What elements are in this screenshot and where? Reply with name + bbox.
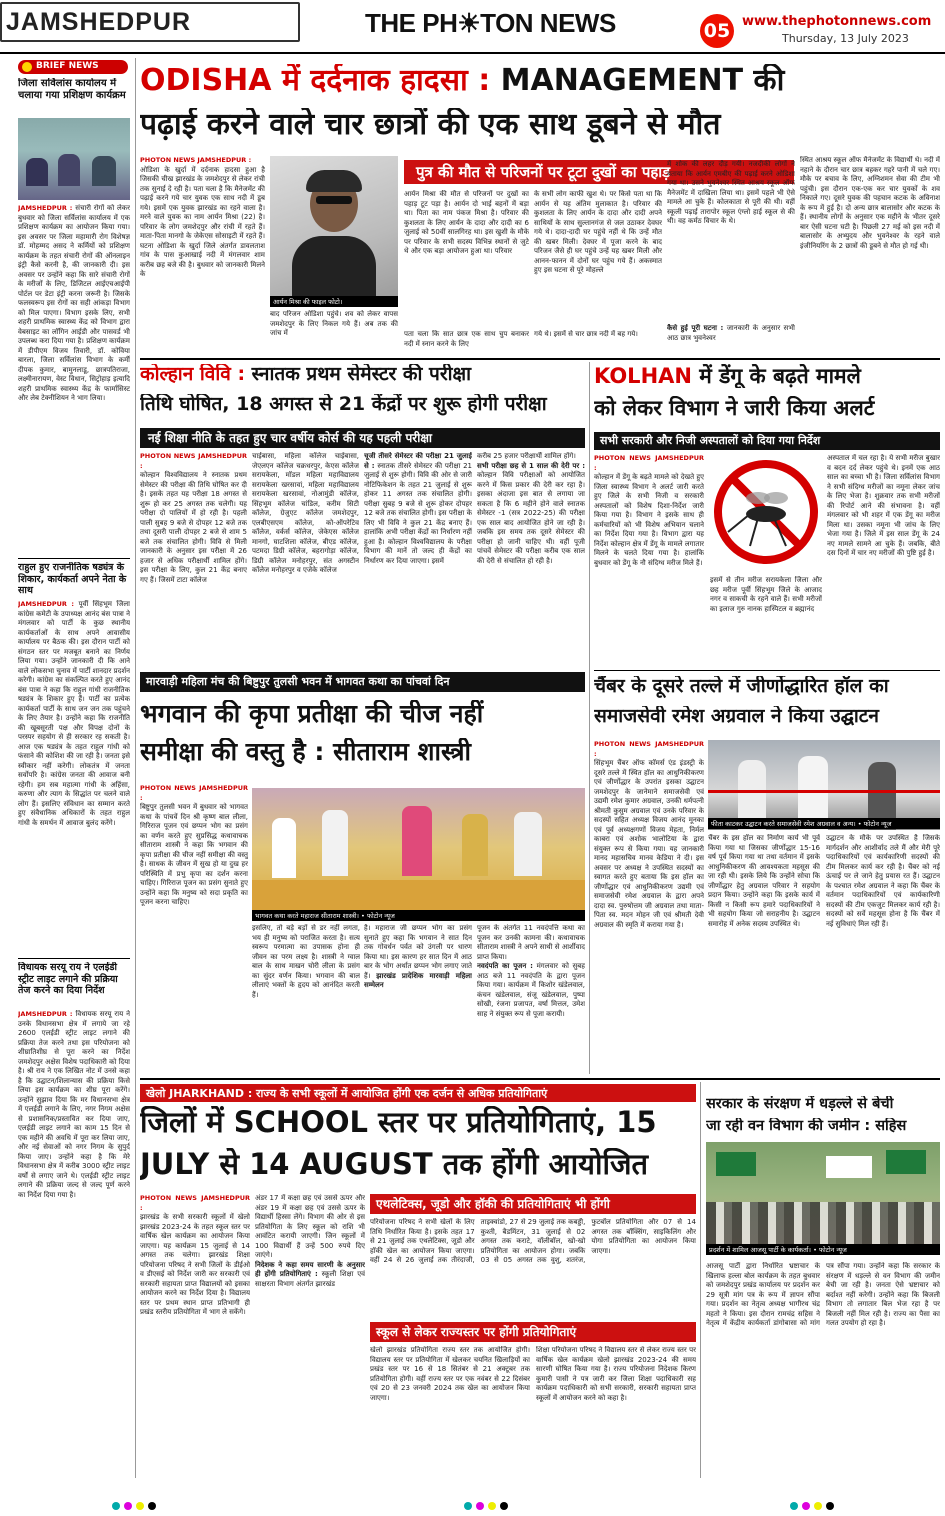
sports-subhead2: स्कूल से लेकर राज्यस्तर पर होंगी प्रतियोगिताएं (370, 1322, 696, 1342)
brief-item2-dateline: JAMSHEDPUR : (18, 600, 75, 608)
kolhan-col1-text: कोल्हान विश्वविद्यालय ने स्नातक प्रथम सेमेस्टर की परीक्षा की तिथि घोषित कर दी है। इसके तहत यह परीक्षा 18 अगस्त से शुरू हो कर 25 अगस्त तक चलेगी। यह परीक्षा दो पालियों में हो रही है। पहली पाली सुबह 9 बजे से दोपहर 12 बजे तक तथा दूसरी पाली दोपहर 2 बजे से शाम 5 बजे तक संचालित होगी। विवि से मिली जानकारी के अनुसार इस परीक्षा में 26 हजार से अधिक परीक्षार्थी शामिल होंगे। इस परीक्षा के लिए, कुल 21 केंद्र बनाए गए हैं। जिसमें टाटा कॉलेज (140, 471, 247, 584)
lead-headline-line2: पढ़ाई करने वाले चार छात्रों की एक साथ डूबने से मौत (140, 108, 721, 142)
sports-subhead1: एथलेटिक्स, जूडो और हॉकी की प्रतियोगिताएं भी होंगी (370, 1194, 696, 1214)
kolhan-col3-head: चूजी तीसरे सेमेस्टर की परीक्षा 21 जुलाई से : (364, 452, 472, 470)
sports-headline-line2 (140, 1148, 696, 1181)
brief-item3-text: विधायक सरयू राय ने उनके विधानसभा क्षेत्र में लगाये जा रहे 2600 एलईडी स्ट्रीट लाइट लगाने की प्रक्रिया तेज करने तथा इस परियोजना को शीघ्रातिशीघ्र से पूरा करने का निर्देश जमशेदपुर अक्षेस विशेष पदाधिकारी को दिया है। श्री राय ने एक लिखित नोट में उनसे कहा है कि उद्घाटन/शिलान्यास की प्रक्रिया किसे लिया इस कार्यक्रम का शीघ्र पूरा करेंगे। उन्होंने सुझाव दिया कि मर विधानसभा क्षेत्र में एलईडी लगाने के लिए, नगर निगम अक्षेस से प्रशासनिक/प्रस्तावित कर दिया जाए, एलईडी लाइट लगाने का काम 15 दिन से एक महीने की अवधि में पूरा कर लिया जाए, और नई सेवाओं को नगर निगम के सुपुर्द किया जाए। उन्होंने कहा है कि मेरे विधानसभा क्षेत्र में करीब 3000 स्ट्रीट लाइट वर्षों से लगाए जाने थे। एलईडी स्ट्रीट लाइट लगाने की प्रक्रिया जल्द से जल्द पूर्ण करने का निर्देश दिया गया है। (18, 1010, 130, 1199)
lead-col2-below: बाद परिजन ओडिशा पहुंचे। शव को लेकर वापस जमशेदपुर के लिए निकल गये हैं। अब तक की जांच में (270, 310, 398, 337)
sports-headline-school: SCHOOL (233, 1106, 368, 1139)
lead-col4-below: गये थे। इसमें से चार छात्र नदी में बह गये। (534, 330, 638, 338)
bhagwat-col4-body: मंगलवार को सुबह आठ बजे 11 नवदंपति के द्वारा पूजन किया गया। कार्यक्रम में किशोर खंडेलवाल, कंचन खंडेलवाल, संजू खंडेलवाल, पुष्पा सोखी, रंजना प्रजापत, वर्षा मित्तल, उमेश साह ने संयुक्त रूप से पूजा करायी। (477, 962, 585, 1018)
kolhan-col3 (364, 452, 472, 667)
bhagwat-col1 (140, 784, 248, 1074)
bhagwat-col3 (364, 924, 472, 1074)
sports-col2-head: निदेशक ने कहा समय सारणी के अनुसार ही होंगी प्रतियोगिताएं : (255, 1260, 365, 1278)
masthead-rule (0, 52, 945, 54)
sports-headline-line1 (140, 1106, 696, 1139)
dengue-col3: अस्पताल में चल रहा है। ये सभी मरीज बुखार व बदन दर्द लेकर पहुंचे थे। इनमें एक आठ साल का बच्चा भी है। जिला सर्विलांस विभाग ने सभी संदिग्ध मरीजों का नमूना लेकर जांच के लिए भेजा है। शुक्रवार तक सभी मरीजों की रिपोर्ट आने की संभावना है। वहीं मंगलवार को भी शहर में एक डेंगू का मरीज मिला था। उसका नमूना भी जांच के लिए भेजा गया है। जिले में इस साल डेंगू के 24 नए मामले सामने आ चुके हैं। जबकि, बीते दस दिनों में चार नए मरीजों की पुष्टि हुई है। (827, 454, 940, 557)
brief-item1-body (18, 204, 130, 554)
issue-date: Thursday, 13 July 2023 (782, 32, 909, 45)
sports-kicker-en: खेलो JHARKHAND (146, 1087, 244, 1100)
bhagwat-photo (252, 788, 585, 920)
brief-item2-headline: राहुल हुए राजनीतिक षड्यंत्र के शिकार, कार्यकर्ता अपने नेता के साथ (18, 562, 127, 596)
chamber-col1-text: सिंहभूम चैंबर ऑफ कॉमर्स एंड इंडस्ट्री के दूसरे तल्ले में स्थित हॉल का आधुनिकीकरण एवं जीर्णोद्धार के उपरांत इसका उद्घाटन जमशेदपुर के जानेमाने समाजसेवी एवं उद्यमी रमेश कुमार अग्रवाल, उनकी धर्मपत्नी श्रीमती कुसुम अग्रवाल एवं उनके परिवार के सदस्यों सहित अध्यक्ष विजय आनंद मूनका एवं पूर्व अध्यक्षगणों विजय मेहता, निर्मल काबरा एवं अशोक भालोटिया के द्वारा संयुक्त रूप से किया गया। यह जानकारी मानद महासचिव मानव केडिया ने दी। इस अवसर पर अध्यक्ष ने उपस्थित सदस्यों का स्वागत करते हुए बताया कि इस हॉल का जीर्णोद्धार एवं आधुनिकीकरण उद्यमी एवं समाजसेवी रमेश अग्रवाल के द्वारा अपने दादा स्व. पुरुषोत्तम जी अग्रवाल तथा माता-पिता स्व. मदन मोहन जी एवं श्रीमती देवी अग्रवाल की स्मृति में कराया गया है। (594, 759, 704, 929)
brief-item2-body (18, 600, 130, 955)
sports-headline-p5: से 14 (209, 1148, 300, 1181)
forest-photo-caption: प्रदर्शन में शामिल आजसू पार्टी के कार्यकर्ता। • फोटोन न्यूज (706, 1244, 940, 1255)
dengue-mosquito-illustration (710, 454, 822, 572)
sports-kicker-bar (140, 1084, 696, 1102)
sports-top-rule (140, 1078, 940, 1080)
bhagwat-headline-line2: समीक्षा की वस्तु है : सीताराम शास्त्री (140, 738, 471, 766)
lead-col1 (140, 156, 265, 336)
dengue-headline-line1 (594, 364, 940, 388)
print-registration-strip (0, 1496, 945, 1516)
brief-badge-icon (22, 62, 32, 72)
lead-col1-text: ओडिशा के खुर्दा में दर्दनाक हादसा हुआ है जिसकी चीख झारखंड के जमशेदपुर से लेकर रांची तक सुनाई दे रही है। पता चला है कि मैनेजमेंट की पढ़ाई करने गये चार युवक एक साथ नदी में डूब गये। इसमें एक युवक झारखंड का रहने वाला है। मरने वाले युवक का नाम आर्यन मिश्रा (22) है। परिवार के लोग जमशेदपुर और रांची में रहते हैं। माता-पिता मानगो के जेकेएस सोसाइटी में रहते हैं। घटना ओडिशा के खुर्दा जिले अंतर्गत डावलताश गांव के पास कुआखाई नदी में मंगलवार शाम करीब छह बजे की है। बुधवार को जानकारी मिलने के (140, 165, 265, 278)
bhagwat-col4-head: नवदंपति का पूजन : (477, 962, 533, 970)
brief-divider-2 (18, 958, 130, 959)
forest-headline-line1: सरकार के संरक्षण में धड़ल्ले से बेची (706, 1096, 894, 1112)
left-column-rule (135, 58, 136, 1478)
brief-item1-dateline: JAMSHEDPUR : (18, 204, 73, 212)
sports-col2-body: स्कूली शिक्षा एवं साक्षरता विभाग अंतर्गत झारखंड (255, 1270, 365, 1288)
dengue-bottom-rule (594, 670, 940, 671)
lead-headline-part2: में दर्दनाक हादसा : (271, 64, 501, 98)
sports-col2 (255, 1194, 365, 1478)
lead-headline-part4: की (743, 64, 785, 98)
bhagwat-headline-line1: भगवान की कृपा प्रतीक्षा की चीज नहीं (140, 700, 484, 728)
sports-col2-text: अंडर 17 में कक्षा छह एवं उससे ऊपर और अंडर 19 में कक्षा छह एवं उससे ऊपर के विद्यार्थी हिस्सा लेंगे। विभाग की ओर से इस प्रतियोगिता के लिए स्कूल को राशि भी आवंटित करायी जाएगी। जिन स्कूलों में 100 विद्यार्थी हैं उन्हें 500 रुपये दिए जाएंगे। (255, 1194, 365, 1259)
kolhan-subhead: नई शिक्षा नीति के तहत हुए चार वर्षीय कोर्स की यह पहली परीक्षा (140, 428, 585, 448)
chamber-col2: चैंबर के इस हॉल का निर्माण कार्य भी पूर्व किया गया था जिसका जीर्णोद्धार 15-16 वर्ष पूर्व किया गया था तथा वर्तमान में इसके आधुनिकीकरण की आवश्यकता महसूस की जा रही थी। इसके लिये कि उन्होंने सोचा कि जीर्णोद्धार हेतु अग्रवाल परिवार ने सहयोग प्रदान किया। उन्होंने कहा कि इसके कार्य में किसी न किसी रूप हमारे पदाधिकारियों ने भी सहयोग किया जो सराहनीय है। उद्घाटन समारोह में अनेक सदस्य उपस्थित थे। (708, 834, 820, 928)
sports-headline-p1: जिलों में (140, 1106, 234, 1139)
chamber-col1 (594, 740, 704, 1070)
sports-col1-text: झारखंड के सभी सरकारी स्कूलों में खेलो झारखंड 2023-24 के तहत स्कूल स्तर पर वार्षिक खेल कार्यक्रम का आयोजन किया जाएगा। यह कार्यक्रम 15 जुलाई से 14 अगस्त तक चलेगा। झारखंड शिक्षा परियोजना परिषद ने सभी जिलों के डीईओ व डीएसई को निर्देश जारी कर सरकारी एवं सरकारी सहायता प्राप्त विद्यालयों को इसका आयोजन करने का निर्देश दिया है। विद्यालय स्तर पर प्रथम स्थान प्राप्त प्रतिभागी ही प्रखंड स्तरीय प्रतियोगिता में भाग ले सकेंगे। (140, 1213, 250, 1316)
bhagwat-col3-head: झारखंड प्रादेशिक मारवाड़ी महिला सम्मेलन (364, 971, 472, 989)
newspaper-logo: THE PH☀TON NEWS (365, 8, 616, 38)
kolhan-col4-text: करीब 25 हजार परीक्षार्थी शामिल होंगे। (477, 452, 576, 460)
bhagwat-col4 (477, 924, 585, 1074)
dengue-col1 (594, 454, 704, 654)
lead-col5-below (667, 324, 795, 354)
chamber-photo (708, 740, 940, 830)
kolhan-headline-line2: तिथि घोषित, 18 अगस्त से 21 केंद्रों पर शुरू होगी परीक्षा (140, 394, 547, 415)
sports-col4: शिक्षा परियोजना परिषद ने विद्यालय स्तर से लेकर राज्य स्तर पर वार्षिक खेल कार्यक्रम खेलो झारखंड 2023-24 की समय सारणी घोषित किया गया है। राज्य परियोजना निदेशक किरण कुमारी पासी ने पत्र जारी कर जिला शिक्षा पदाधिकारी सह कार्यक्रम पदाधिकारी को सभी सरकारी, सरकारी सहायता प्राप्त स्कूलों में आयोजन करने को कहा है। (536, 1346, 696, 1402)
lead-headline-odisha: ODISHA (140, 64, 272, 98)
brief-item1-text: संचारी रोगों को लेकर बुधवार को जिला सर्विलांस कार्यालय में एक प्रशिक्षण कार्यक्रम का आयोजन किया गया। इस अवसर पर जिला महामारी रोग विशेषज्ञ डॉ. मोहम्मद असद ने कर्मियों को प्रशिक्षण कार्यक्रम के तहत संचारी रोगों की ऑनलाइन इंट्री कैसे करनी है, की जानकारी दी। इस अवसर पर उन्होंने कहा कि सारे संचारी रोगों के मरीजों के लिए, डिजिटल आईएचआईपी पोर्टल पर डेटा इंट्री करना जरूरी है। जिसके फलस्वरूप इस रोगों का सही आंकड़ा विभाग को मिल पाएगा। विभाग इसके लिए, सभी शहरी प्राथमिक स्वास्थ्य केंद्र को विभाग द्वारा वेबसाइट का लॉगिन आईडी और पासवर्ड भी उपलब्ध करा दिया गया है। प्रशिक्षण कार्यक्रम में डीपीएम विजय तिवारी, डॉ. कोविया बारला, जिला सर्विलांस विभाग के कर्मी दीपक कुमार, बामुनलाडू, छात्रपतिराजा, लक्ष्मीनारायण, वेस्ट विधान, सिट्रोहाड़ इत्यादि शहरी प्राथमिक स्वास्थ्य केंद्र के फार्मासिस्ट और लेब टेक्नीशियन ने भाग लिया। (18, 204, 130, 402)
sports-headline-august: AUGUST (299, 1148, 433, 1181)
chamber-photo-caption: फीता काटकर उद्घाटन करते समाजसेवी रमेश अग्रवाल व अन्य। • फोटोन न्यूज (708, 818, 940, 829)
kolhan-col4-head: सभी परीक्षा छह से 1 साल की देरी पर : (477, 461, 585, 470)
page-number: 05 (700, 14, 734, 48)
sports-headline-p3: स्तर पर प्रतियोगिताएं, 15 (367, 1106, 657, 1139)
kolhan-col4-body: कोल्हान विवि परीक्षाओं को आयोजित करने में किस प्रकार की देरी कर रहा है। इसका अंदाजा इस बात से लगाया जा सकता है कि 6 महीने होने वाले स्नातक सेमेस्टर -1 (सत्र 2022-25) की परीक्षा एक साल बाद आयोजित होने जा रही है। जबकि इस समय तक दूसरे सेमेस्टर की परीक्षा हो जानी चाहिए थी। वहीं पूजी पांचवें सेमेस्टर की परीक्षा करीब एक साल की देरी से संचालित हो रही है। (477, 471, 585, 565)
lead-headline-management: MANAGEMENT (500, 64, 744, 98)
lead-photo (270, 156, 398, 306)
lead-col5: में शोक की लहर दौड़ गयी। नजदीकी लोगों ने बताया कि आर्यन एमबीए की पढ़ाई करने ओडिशा गया था। उसने भुवनेश्वर स्थित आश्रय स्कूल ऑफ मैनेजमेंट में दाखिला लिया था। इसमें पहले भी ऐसे मामले आ चुके हैं। कोलकाता से पूरी की थी। वहीं स्कूली पढ़ाई तारापोर स्कूल एंग्लो हाई स्कूल से की थी। वह कर्मठ विचार के थे। (667, 160, 795, 225)
sports-col3b: खेलो झारखंड प्रतियोगिता राज्य स्तर तक आयोजित होगी। विद्यालय स्तर पर प्रतियोगिता में खेलकर चयनित खिलाड़ियों का प्रखंड स्तर पर 16 से 18 सितंबर से 21 अक्टूबर तक प्रतियोगिता होगी। वहीं राज्य स्तर पर एक नवंबर से 22 दिसंबर एवं 20 से 23 जनवरी 2024 तक खेल का आयोजन किया जाएगा। (370, 1346, 530, 1402)
kolhan-dateline: PHOTON NEWS JAMSHEDPUR : (140, 452, 247, 470)
kolhan-col2: चाईबासा, महिला कॉलेज चाईबासा, जेएलएन कॉलेज चक्रधरपुर, केएस कॉलेज सरायकेला, मॉडल महिला महाविद्यालय सरायकेला खरसावां, महिला महाविद्यालय सरायकेला खरसावां, नोआमुंडी कॉलेज, सिंहभूम कॉलेज चांडिल, करीम सिटी कॉलेज, ग्रेजुएट कॉलेज जमशेदपुर, एलबीएसएम कॉलेज, को-ऑपरेटिव कॉलेज, वर्कर्स कॉलेज, जेकेएस कॉलेज मानगो, घाटशिला कॉलेज, बीएड कॉलेज, पटमदा डिग्री कॉलेज, बहरागोड़ा कॉलेज, डिग्री कॉलेज मनोहरपुर, संत अगस्टीन कॉलेज मनोहरपुर व एजेके कॉलेज (252, 452, 359, 574)
dengue-headline-kolhan: KOLHAN (594, 364, 692, 388)
lead-dateline: PHOTON NEWS JAMSHEDPUR : (140, 156, 252, 164)
forest-headline-line2: जा रही वन विभाग की जमीन : सहिस (706, 1118, 907, 1134)
chamber-col3: उद्घाटन के मौके पर उपस्थित है जिसके मार्गदर्शन और आशीर्वाद तले मैं और मेरी पूरे पदाधिकारियों एवं कार्यकारिणी सदस्यों की टीम मिलकर कार्य कर रही है। चैंबर को नई ऊंचाई पर ले जाने हेतु प्रयास रत हैं। उद्घाटन के पश्चात रमेश अग्रवाल ने कहा कि चैंबर के वर्तमान पदाधिकारियों एवं कार्यकारिणी सदस्यों की टीम एकजुट मिलकर कार्य रही है। सदस्यों को सर्वे महसूस होना है कि चैंबर में नई सुविधाएं मिल रही हैं। (826, 834, 940, 928)
lead-col6: स्थित आश्रय स्कूल ऑफ मैनेजमेंट के विद्यार्थी थे। नदी में नहाने के दौरान चार छात्र बहकर गहरे पानी में चले गए। मौके पर बचाव के लिए, अग्निशमन सेवा की टीम भी पहुंची। इस दौरान एक-एक कर चार युवकों के शव निकाले गए। दूसरे युवक की पहचान कटक के अविनाश के रूप में हुई है। दो अन्य छात्र बालासोर और कटक के हैं। स्थानीय लोगों के अनुसार एक महीने के भीतर दूसरे बार ऐसी घटना घटी है। पिछली 27 मई को इस नदी में बालासोर के अभ्युदय और भुवनेश्वर के रहने वाले इंजीनियरिंग के 2 छात्रों की डूबने से मौत हो गई थी। (800, 156, 940, 250)
mosquito-warning-icon (710, 454, 822, 572)
dengue-headline-line2: को लेकर विभाग ने जारी किया अलर्ट (594, 396, 875, 420)
dengue-col2: इसमें से तीन मरीज सरायकेला जिला और छह मरीज पूर्वी सिंहभूम जिले के आजाद नगर व साकची के रहने वाले हैं। सभी मरीजों का इलाज गुरु नानक हास्पिटल व ब्रह्मानंद (710, 576, 822, 613)
bhagwat-col1-text: बिष्टुपुर तुलसी भवन में बुधवार को भागवत कथा के पांचवें दिन श्री कृष्ण बाल लीला, गिरिराज पूजन एवं छप्पन भोग का प्रसंग का वर्णन करते हुए सुप्रसिद्ध कथावाचक सीताराम शास्त्री ने कहा कि भगवान की कृपा प्रतीक्षा की चीज नहीं समीक्षा की वस्तु है। साधक के जीवन में सुख हो या दुख हर परिस्थिति में प्रभु कृपा का दर्शन करना चाहिए। गिरिराज पूजन का प्रसंग सुनाते हुए उन्होंने कहा कि मनुष्य को सदा प्रकृति का पूजन करना चाहिए। (140, 803, 248, 906)
chamber-dateline: PHOTON NEWS JAMSHEDPUR : (594, 740, 704, 758)
dengue-headline-part2: में डेंगू के बढ़ते मामले (691, 364, 861, 388)
sports-col1 (140, 1194, 250, 1478)
lead-col5-below-text: जानकारी के अनुसार सभी आठ छात्र भुवनेश्वर (667, 324, 795, 342)
lead-col5-below-head: कैसे हुई पूरी घटना : (667, 324, 724, 332)
lead-subhead: पुत्र की मौत से परिजनों पर टूटा दुखों का पहाड़ (404, 160, 794, 184)
lead-photo-caption: आर्यन मिश्रा की फाइल फोटो। (270, 296, 398, 307)
lead-col3: आर्यन मिश्रा की मौत से परिजनों पर दुखों का पहाड़ टूट पड़ा है। आर्यन दो भाई बहनों में बड़ा था। पिता का नाम पंकज मिश्रा है। परिवार की कुशलता के लिए आर्यन के दादा और दादी का 6 जुलाई को 50वीं सालगिरह था। इस खुशी के मौके पर परिवार के सभी सदस्य विभिन्न स्थानों से जुटे थे और एक बड़ा आयोजन हुआ था। परिवार (404, 190, 529, 255)
forest-photo (706, 1142, 940, 1252)
bhagwat-col3-text: है। महाराज जी छप्पन भोग का प्रसंग सुनाते हुए कहा कि भगवान ने सात दिन तक गोवर्धन पर्वत को उंगली पर धारण किया था। इस कारण हर सात दिन में आठ बार के भोग अर्थात छप्पन भोग लगाए जाते हैं। (364, 924, 472, 980)
chamber-headline-line1: चैंबर के दूसरे तल्ले में जीर्णोद्धारित हॉल का (594, 676, 889, 697)
brief-news-tab (18, 60, 128, 74)
sports-dateline: PHOTON NEWS JAMSHEDPUR : (140, 1194, 250, 1212)
website-url[interactable]: www.thephotonnews.com (742, 14, 932, 29)
brief-divider-1 (18, 558, 130, 559)
dengue-col1-text: कोल्हान में डेंगू के बढ़ते मामले को देखते हुए जिला स्वास्थ्य विभाग ने अलर्ट जारी करते हुए जिले के सभी निजी व सरकारी अस्पतालों को विशेष दिशा-निर्देश जारी किया गया है। विभाग ने इसके साथ ही कर्मचारियों को भी विशेष अभियान चलाने का निर्देश दिया गया है। विभाग द्वारा यह निर्देश कोल्हान क्षेत्र में डेंगू के मामले लगातार मिलने के चलते दिया गया है। हालांकि बुधवार को डेंगू के नौ संदिग्ध मरीज मिले हैं। (594, 473, 704, 567)
lead-headline-line1 (140, 64, 940, 99)
bhagwat-col2: इसलिए, तो बड़े बड़ों से डर नहीं लगता, भय ही मनुष्य को पराजित करता है। सत्य स्वरूप परमात्मा का उपासक होना ही जीवन का परम लक्ष्य है। शास्त्री ने ग्वाल बाल के साथ माखन चोरी लीला के प्रसंग का सुंदर वर्णन किया। भगवान की बाल लीलाएं भक्तों के हृदय को आनंदित करती हैं। (252, 924, 360, 999)
sports-kicker-hi: : राज्य के सभी स्कूलों में आयोजित होंगी एक दर्जन से अधिक प्रतियोगिताएं (244, 1087, 548, 1100)
brief-item2-text: पूर्वी सिंहभूम जिला कांग्रेस कमेटी के उपाध्यक्ष आनंद बंस पात्रा ने मंगलवार को पार्टी के कुछ स्थानीय कार्यकर्ताओं के साथ अपने आवासीय कार्यालय पर बैठक की। इस दौरान पार्टी को संगठन स्तर पर मजबूत बनाने का निर्णय लिया गया। उन्होंने जानकारी दी कि आने वाले लोकसभा चुनाव में पार्टी शानदार प्रदर्शन करेगी। कांग्रेस का संकल्पित करते हुए आनंद बंस पात्रा ने कहा कि राहुल गांधी राजनीतिक षड्यंत्र के शिकार हुए हैं। पार्टी का प्रत्येक कार्यकर्ता पार्टी के साथ जन जन तक पहुंचने के लिए तैयार है। उन्होंने कहा कि राजनीति की खूबसूरती पक्ष और विपक्ष दोनों के परस्पर सहयोग से ही सरकार रह सकती है। आज एक षड्यंत्र के तहत राहुल गांधी को फंसाने की कोशिश की जा रही है। जनता इसे स्वीकार नहीं करेगी। लोकतंत्र में जनता सर्वोपरि है। कांग्रेस जनता की आवाज बनी रहेगी। हम सब महात्मा गांधी के अहिंसा, करुणा और त्याग के सिद्धांत पर चलने वाले लोग हैं। इसलिए संविधान का सम्मान करते हुए संवैधानिक अधिकारों के तहत राहुल गांधी के समर्थन में आवाज बुलंद करेंगे। (18, 600, 130, 827)
edition-city-box (0, 2, 300, 42)
brief-item1-headline: जिला सर्विलांस कार्यालय में चलाया गया प्रशिक्षण कार्यक्रम (18, 78, 126, 101)
bhagwat-photo-caption: भागवत कथा करते महाराज सीताराम शास्त्री। • फोटोन न्यूज (252, 910, 585, 921)
forest-body: आजसू पार्टी द्वारा निर्धारित भ्रष्टाचार के खिलाफ हल्ला बोल कार्यक्रम के तहत बुधवार को जमशेदपुर प्रखंड कार्यालय पर प्रदर्शन कर 29 सूत्री मांग पत्र के रूप में ज्ञापन सौंपा गया। प्रदर्शन का नेतृत्व अध्यक्ष भागीरथ चंद्र महतो ने किया। इस दौरान रामचंद्र सहिस ने नेतृत्व में केंद्रीय कार्यकर्ता डांगोबासा को मांग पत्र सौंपा गया। उन्होंने कहा कि सरकार के संरक्षण में धड़ल्ले से वन विभाग की जमीन बेची जा रही है। जनता ऐसे भ्रष्टाचार को बर्दाश्त नहीं करेगी। उन्होंने कहा कि बिजली विभाग तो लगातार बिल भेज रहा है पर बिजली नहीं मिल रही है। राज्य का पैसा का गलत उपयोग हो रहा है। (706, 1262, 940, 1327)
kolhan-col4 (477, 452, 585, 667)
lead-bottom-rule (140, 358, 940, 360)
bhagwat-col4-text: पूजन के अंतर्गत 11 नवदंपत्ति कथा का पूजन कर उनकी कामना की। कथावाचक सीताराम शास्त्री ने अपने साथी से आर्शीवाद प्राप्त किया। (477, 924, 585, 961)
lead-col4: के सभी लोग काफी खुश थे। पर किसे पता था कि आर्यन से यह अंतिम मुलाकात है। परिवार की कुशलता के लिए आर्यन के दादा और दादी अपने साथियों के साथ सुल्तानगंज से जल उठाकर देवघर गये थे। दादा-दादी घर पहुंचे नहीं थे कि उन्हें मौत की खबर मिली। देवघर में पूजा करने के बाद परिजन जैसे ही घर पहुंचे उन्हें यह खबर मिली और आनन-फानन में दोनों घर पहुंच गये हैं। अकस्मात हुए इस घटना से पूरे मोहल्ले (534, 190, 662, 274)
dengue-dateline: PHOTON NEWS JAMSHEDPUR : (594, 454, 704, 472)
sports-headline-p7: तक होंगी आयोजित (432, 1148, 649, 1181)
brief-item3-headline: विधायक सरयू राय ने एलईडी स्ट्रीट लाइट लगाने की प्रक्रिया तेज करने का दिया निर्देश (18, 962, 118, 996)
bhagwat-dateline: PHOTON NEWS JAMSHEDPUR : (140, 784, 248, 802)
brief-item3-dateline: JAMSHEDPUR : (18, 1010, 73, 1018)
chamber-headline-line2: समाजसेवी रमेश अग्रवाल ने किया उद्घाटन (594, 706, 879, 727)
brief-item3-body (18, 1010, 130, 1478)
sports-col3: परियोजना परिषद ने सभी खेलों के लिए तिथि निर्धारित किया है। इसके तहत 17 से 21 जुलाई तक एथलेटिक्स, जूडो और हॉकी खेल का आयोजन किया जाएगा। वहीं 24 से 26 जुलाई तक तीरंदाजी, ताइक्वांडो, 27 से 29 जुलाई तक कबड्डी, कुश्ती, बैडमिंटन, 31 जुलाई से 02 अगस्त तक कराटे, वॉलीबॉल, खो-खो प्रतियोगिता का आयोजन होगा। जबकि 03 से 05 अगस्त तक वुशु, शतरंज, फुटबॉल प्रतियोगिता और 07 से 14 अगस्त तक बॉक्सिंग, साइकिलिंग और योगा प्रतियोगिता का आयोजन किया जाएगा। (370, 1218, 696, 1264)
sports-kicker (146, 1086, 547, 1101)
sports-headline-july: JULY (140, 1148, 210, 1181)
kolhan-headline-part1: स्नातक प्रथम सेमेस्टर की परीक्षा (251, 364, 472, 385)
sports-right-rule (700, 1082, 701, 1478)
brief-item1-photo (18, 118, 130, 200)
kolhan-col1 (140, 452, 247, 667)
kolhan-headline-line1 (140, 364, 585, 386)
dengue-subhead: सभी सरकारी और निजी अस्पतालों को दिया गया निर्देश (594, 432, 940, 450)
middle-column-rule (589, 362, 590, 1074)
kolhan-col3-text: स्नातक तीसरे सेमेस्टर की परीक्षा 21 जुलाई से शुरू होगी। विवि की ओर से जारी नोटिफिकेशन के तहत 21 जुलाई से शुरू होकर 11 अगस्त तक संचालित होगी। परीक्षा सुबह 9 बजे से शुरू होकर दोपहर 12 बजे तक संचालित होगी। इस परीक्षा के लिए भी विवि ने कुल 21 केंद्र बनाए हैं। हालांकि अभी परीक्षा केंद्रों का निर्धारण नहीं हुआ है। कोल्हान विश्वविद्यालय के परीक्षा विभाग की मानें तो जल्द ही केंद्रों का निर्धारण कर दिया जाएगा। इसमें (364, 461, 472, 565)
kolhan-headline-prefix: कोल्हान विवि : (140, 364, 252, 385)
brief-news-label: BRIEF NEWS (36, 61, 99, 71)
lead-col3-below: पता चला कि सात छात्र एक साथ चुप बनाकर नदी में स्नान करने के लिए (404, 330, 529, 348)
bhagwat-kicker: मारवाड़ी महिला मंच की बिष्टुपुर तुलसी भवन में भागवत कथा का पांचवां दिन (140, 672, 585, 692)
edition-city: JAMSHEDPUR (6, 8, 192, 36)
